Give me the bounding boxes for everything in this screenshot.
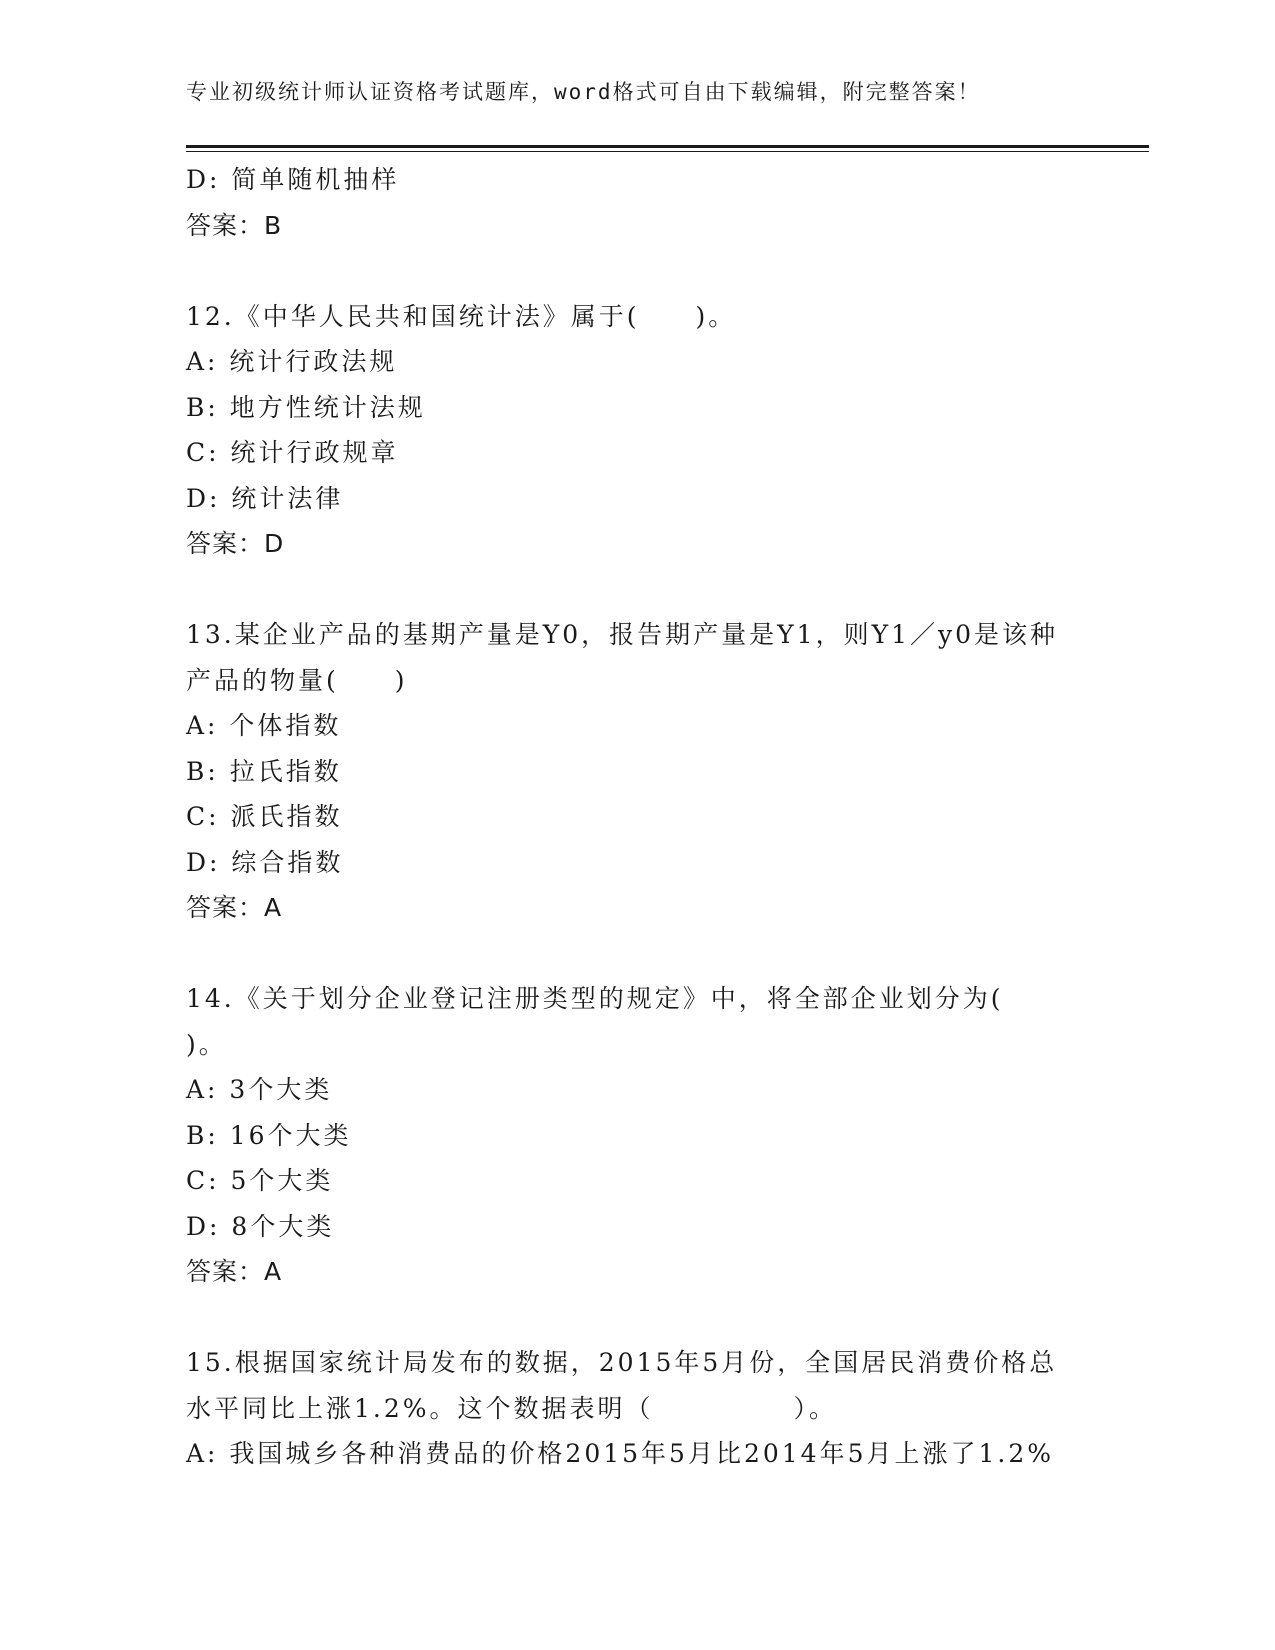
option-b: B: 拉氏指数	[186, 756, 342, 786]
question-stem: 14.《关于划分企业登记注册类型的规定》中，将全部企业划分为(	[186, 984, 1004, 1013]
option-d: D: 统计法律	[186, 483, 344, 513]
question-stem: 12.《中华人民共和国统计法》属于( )。	[186, 301, 737, 331]
spacer	[186, 1295, 1106, 1341]
spacer	[186, 931, 1106, 977]
option-a: A: 个体指数	[186, 711, 342, 740]
answer: 答案：A	[186, 893, 283, 922]
question-14	[186, 976, 1106, 1295]
answer: 答案：A	[186, 1257, 283, 1286]
option-a: A: 统计行政法规	[186, 347, 398, 376]
option-c: C: 派氏指数	[186, 802, 343, 831]
answer: 答案：D	[186, 529, 285, 558]
prev-option-d: D: 简单随机抽样	[186, 165, 400, 194]
spacer	[186, 248, 1106, 294]
question-stem: 15.根据国家统计局发布的数据，2015年5月份，全国居民消费价格总	[186, 1348, 1058, 1377]
question-stem-cont: 产品的物量( )	[186, 665, 408, 695]
question-stem: 13.某企业产品的基期产量是Y0，报告期产量是Y1，则Y1／y0是该种	[186, 620, 1059, 649]
spacer	[186, 567, 1106, 613]
option-c: C: 统计行政规章	[186, 438, 399, 467]
document-body	[186, 157, 1106, 1477]
header-rule-thin	[186, 151, 1149, 152]
question-stem-cont: 水平同比上涨1.2%。这个数据表明（ ）。	[186, 1393, 838, 1423]
question-12	[186, 294, 1106, 567]
option-a: A: 我国城乡各种消费品的价格2015年5月比2014年5月上涨了1.2%	[186, 1439, 1054, 1468]
option-c: C: 5个大类	[186, 1166, 334, 1195]
question-stem-cont: )。	[186, 1029, 227, 1059]
option-b: B: 16个大类	[186, 1120, 352, 1150]
header-rule-thick	[186, 145, 1149, 148]
option-b: B: 地方性统计法规	[186, 392, 426, 422]
page-header: 专业初级统计师认证资格考试题库，word格式可自由下载编辑，附完整答案！	[186, 80, 981, 104]
prev-answer: 答案：B	[186, 210, 283, 240]
option-a: A: 3个大类	[186, 1075, 333, 1104]
question-15	[186, 1340, 1106, 1477]
option-d: D: 8个大类	[186, 1211, 335, 1241]
question-13	[186, 612, 1106, 931]
option-d: D: 综合指数	[186, 847, 344, 877]
